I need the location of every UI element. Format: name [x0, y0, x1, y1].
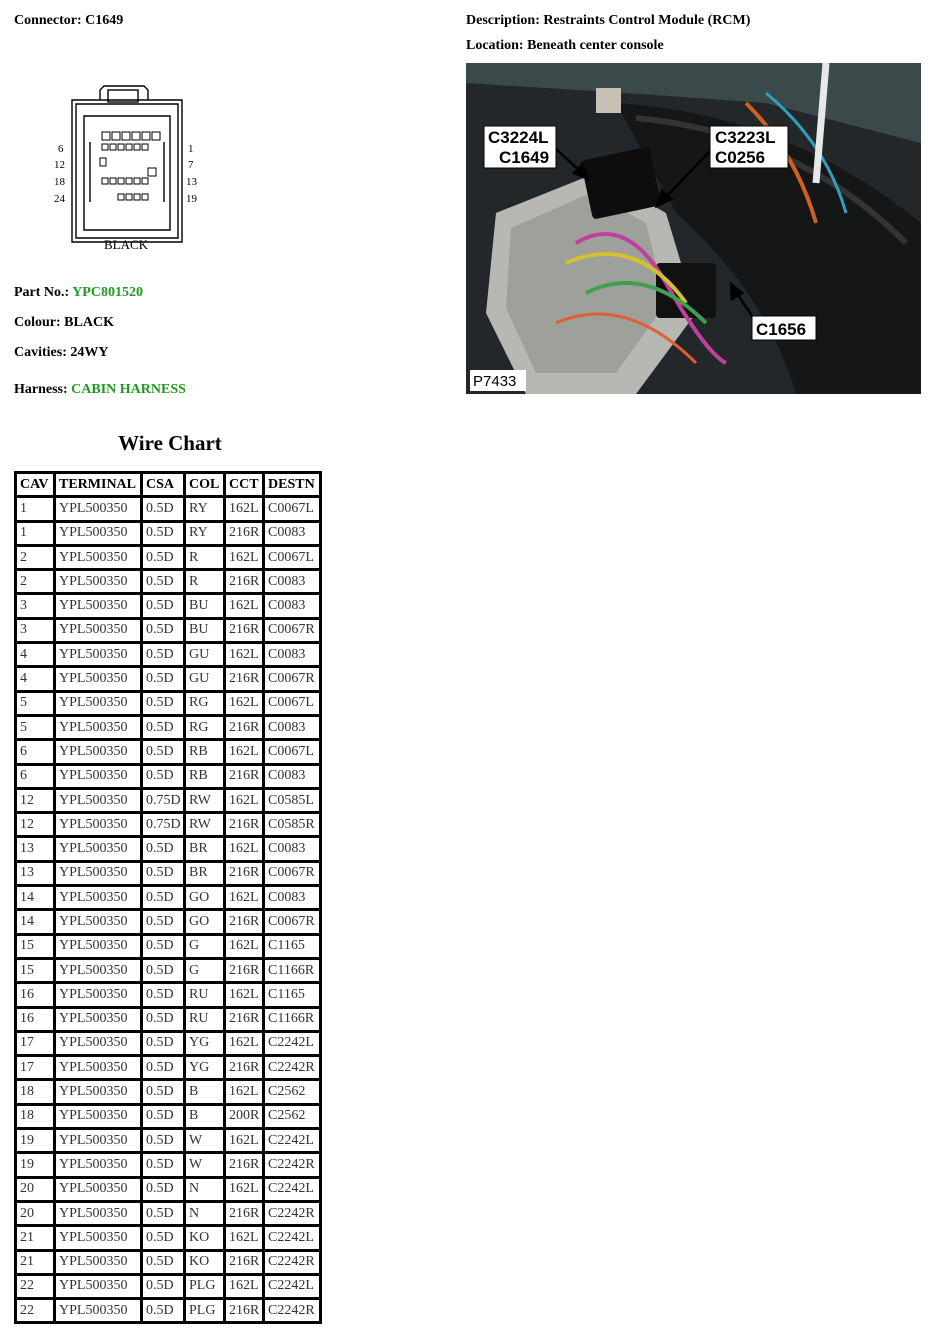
terminal-cell: YPL500350	[56, 523, 140, 544]
destn-cell: C2242L	[265, 1276, 319, 1297]
csa-cell: 0.5D	[143, 1130, 183, 1151]
csa-cell: 0.5D	[143, 693, 183, 714]
callout-c3223l: C3223L	[715, 128, 776, 147]
col-header-cct: CCT	[226, 474, 262, 495]
wire-chart-title: Wire Chart	[118, 431, 222, 455]
col-cell: GO	[186, 887, 223, 908]
terminal-cell: YPL500350	[56, 498, 140, 519]
destn-cell: C0067R	[265, 863, 319, 884]
table-row	[17, 1081, 319, 1102]
col-cell: W	[186, 1130, 223, 1151]
cav-cell: 15	[17, 936, 53, 957]
terminal-cell: YPL500350	[56, 814, 140, 835]
terminal-cell: YPL500350	[56, 547, 140, 568]
table-row	[17, 547, 319, 568]
location-heading	[466, 38, 664, 54]
cav-cell: 16	[17, 1009, 53, 1030]
table-row	[17, 838, 319, 859]
description-label: Description:	[466, 13, 540, 28]
table-row	[17, 887, 319, 908]
terminal-cell: YPL500350	[56, 1276, 140, 1297]
csa-cell: 0.5D	[143, 1106, 183, 1127]
figure-id: P7433	[473, 373, 517, 390]
terminal-cell: YPL500350	[56, 693, 140, 714]
cct-cell: 162L	[226, 741, 262, 762]
connector-outline	[72, 100, 182, 242]
terminal-cell: YPL500350	[56, 1300, 140, 1321]
csa-cell: 0.5D	[143, 1252, 183, 1273]
cav-cell: 19	[17, 1130, 53, 1151]
col-cell: BR	[186, 838, 223, 859]
terminal-cell: YPL500350	[56, 1057, 140, 1078]
col-cell: RG	[186, 717, 223, 738]
callout-c1656: C1656	[756, 320, 807, 339]
cav-cell: 12	[17, 790, 53, 811]
cav-cell: 21	[17, 1252, 53, 1273]
colour-value: BLACK	[64, 315, 114, 330]
col-header-csa: CSA	[143, 474, 183, 495]
destn-cell: C2242R	[265, 1057, 319, 1078]
terminal-cell: YPL500350	[56, 741, 140, 762]
table-header-row	[17, 474, 319, 495]
csa-cell: 0.5D	[143, 1057, 183, 1078]
cct-cell: 162L	[226, 1033, 262, 1054]
csa-cell: 0.5D	[143, 1203, 183, 1224]
terminal-cell: YPL500350	[56, 1130, 140, 1151]
cavities-line	[14, 345, 109, 361]
terminal-cell: YPL500350	[56, 1106, 140, 1127]
pin-label-19: 19	[186, 193, 197, 205]
col-cell: GU	[186, 644, 223, 665]
col-cell: N	[186, 1203, 223, 1224]
destn-cell: C2242R	[265, 1203, 319, 1224]
callout-c3224l: C3224L	[488, 128, 549, 147]
csa-cell: 0.5D	[143, 523, 183, 544]
destn-cell: C0067L	[265, 498, 319, 519]
cav-cell: 20	[17, 1179, 53, 1200]
terminal-cell: YPL500350	[56, 1252, 140, 1273]
col-cell: RW	[186, 790, 223, 811]
destn-cell: C2242L	[265, 1227, 319, 1248]
terminal-cell: YPL500350	[56, 1227, 140, 1248]
col-cell: KO	[186, 1227, 223, 1248]
col-cell: PLG	[186, 1300, 223, 1321]
connector-colour-label: BLACK	[104, 237, 149, 252]
csa-cell: 0.75D	[143, 790, 183, 811]
csa-cell: 0.5D	[143, 1033, 183, 1054]
table-row	[17, 1276, 319, 1297]
destn-cell: C0083	[265, 838, 319, 859]
terminal-cell: YPL500350	[56, 1154, 140, 1175]
col-cell: YG	[186, 1033, 223, 1054]
pin-label-18: 18	[54, 176, 65, 188]
location-photo	[466, 63, 921, 394]
destn-cell: C1165	[265, 936, 319, 957]
table-row	[17, 1009, 319, 1030]
cavities-label: Cavities:	[14, 345, 67, 360]
destn-cell: C1165	[265, 984, 319, 1005]
cav-cell: 5	[17, 717, 53, 738]
cct-cell: 162L	[226, 1179, 262, 1200]
terminal-cell: YPL500350	[56, 863, 140, 884]
terminal-cell: YPL500350	[56, 595, 140, 616]
col-cell: GO	[186, 911, 223, 932]
cav-cell: 13	[17, 863, 53, 884]
cav-cell: 5	[17, 693, 53, 714]
cct-cell: 216R	[226, 814, 262, 835]
csa-cell: 0.5D	[143, 595, 183, 616]
destn-cell: C0585R	[265, 814, 319, 835]
csa-cell: 0.5D	[143, 644, 183, 665]
cav-cell: 2	[17, 547, 53, 568]
terminal-cell: YPL500350	[56, 911, 140, 932]
destn-cell: C0067L	[265, 547, 319, 568]
terminal-cell: YPL500350	[56, 887, 140, 908]
cavities-value: 24WY	[70, 345, 109, 360]
harness-link[interactable]: CABIN HARNESS	[71, 382, 186, 397]
csa-cell: 0.5D	[143, 838, 183, 859]
csa-cell: 0.5D	[143, 1154, 183, 1175]
destn-cell: C2242R	[265, 1252, 319, 1273]
csa-cell: 0.75D	[143, 814, 183, 835]
cct-cell: 162L	[226, 498, 262, 519]
table-row	[17, 523, 319, 544]
destn-cell: C0083	[265, 644, 319, 665]
pin-label-12: 12	[54, 159, 65, 171]
cct-cell: 216R	[226, 717, 262, 738]
cct-cell: 162L	[226, 644, 262, 665]
col-cell: N	[186, 1179, 223, 1200]
csa-cell: 0.5D	[143, 1276, 183, 1297]
col-cell: RU	[186, 1009, 223, 1030]
csa-cell: 0.5D	[143, 547, 183, 568]
csa-cell: 0.5D	[143, 668, 183, 689]
destn-cell: C2242R	[265, 1154, 319, 1175]
cav-cell: 14	[17, 887, 53, 908]
table-row	[17, 1179, 319, 1200]
csa-cell: 0.5D	[143, 887, 183, 908]
terminal-cell: YPL500350	[56, 571, 140, 592]
cct-cell: 162L	[226, 693, 262, 714]
harness-line	[14, 382, 186, 398]
description-heading	[466, 13, 750, 29]
col-cell: YG	[186, 1057, 223, 1078]
col-cell: G	[186, 960, 223, 981]
wire-chart-table	[14, 471, 322, 1324]
destn-cell: C0083	[265, 766, 319, 787]
cct-cell: 162L	[226, 984, 262, 1005]
csa-cell: 0.5D	[143, 1300, 183, 1321]
col-cell: R	[186, 547, 223, 568]
table-row	[17, 1227, 319, 1248]
destn-cell: C2242R	[265, 1300, 319, 1321]
col-cell: BU	[186, 620, 223, 641]
destn-cell: C1166R	[265, 960, 319, 981]
colour-label: Colour:	[14, 315, 61, 330]
cav-cell: 16	[17, 984, 53, 1005]
destn-cell: C2562	[265, 1081, 319, 1102]
cavity-grid	[100, 132, 160, 200]
table-row	[17, 1106, 319, 1127]
destn-cell: C0083	[265, 595, 319, 616]
cct-cell: 216R	[226, 620, 262, 641]
destn-cell: C2562	[265, 1106, 319, 1127]
table-row	[17, 498, 319, 519]
connector-face-diagram	[44, 82, 214, 254]
cav-cell: 18	[17, 1081, 53, 1102]
destn-cell: C0083	[265, 717, 319, 738]
connector-label: Connector:	[14, 13, 82, 28]
table-row	[17, 620, 319, 641]
pin-label-13: 13	[186, 176, 197, 188]
terminal-cell: YPL500350	[56, 960, 140, 981]
table-row	[17, 1130, 319, 1151]
destn-cell: C0083	[265, 571, 319, 592]
cav-cell: 20	[17, 1203, 53, 1224]
csa-cell: 0.5D	[143, 1081, 183, 1102]
part-number-label: Part No.:	[14, 285, 70, 300]
col-cell: B	[186, 1106, 223, 1127]
cct-cell: 162L	[226, 838, 262, 859]
table-row	[17, 1057, 319, 1078]
location-label: Location:	[466, 38, 524, 53]
cct-cell: 216R	[226, 911, 262, 932]
cav-cell: 3	[17, 620, 53, 641]
col-cell: B	[186, 1081, 223, 1102]
terminal-cell: YPL500350	[56, 838, 140, 859]
terminal-cell: YPL500350	[56, 1081, 140, 1102]
cct-cell: 162L	[226, 1130, 262, 1151]
cav-cell: 14	[17, 911, 53, 932]
cct-cell: 216R	[226, 766, 262, 787]
description-value: Restraints Control Module (RCM)	[543, 13, 751, 28]
csa-cell: 0.5D	[143, 1227, 183, 1248]
terminal-cell: YPL500350	[56, 668, 140, 689]
cav-cell: 22	[17, 1276, 53, 1297]
destn-cell: C2242L	[265, 1033, 319, 1054]
col-cell: PLG	[186, 1276, 223, 1297]
destn-cell: C0585L	[265, 790, 319, 811]
destn-cell: C0067R	[265, 620, 319, 641]
cct-cell: 216R	[226, 523, 262, 544]
cct-cell: 162L	[226, 1081, 262, 1102]
cav-cell: 2	[17, 571, 53, 592]
cct-cell: 216R	[226, 1252, 262, 1273]
cct-cell: 216R	[226, 1203, 262, 1224]
destn-cell: C0067L	[265, 741, 319, 762]
cct-cell: 162L	[226, 1276, 262, 1297]
table-row	[17, 1033, 319, 1054]
csa-cell: 0.5D	[143, 984, 183, 1005]
cct-cell: 162L	[226, 1227, 262, 1248]
connector-heading	[14, 13, 123, 29]
table-row	[17, 936, 319, 957]
destn-cell: C2242L	[265, 1130, 319, 1151]
table-row	[17, 693, 319, 714]
cct-cell: 216R	[226, 571, 262, 592]
csa-cell: 0.5D	[143, 1179, 183, 1200]
table-row	[17, 644, 319, 665]
cct-cell: 216R	[226, 1057, 262, 1078]
col-cell: RB	[186, 766, 223, 787]
col-header-col: COL	[186, 474, 223, 495]
csa-cell: 0.5D	[143, 1009, 183, 1030]
table-row	[17, 766, 319, 787]
terminal-cell: YPL500350	[56, 717, 140, 738]
harness-label: Harness:	[14, 382, 68, 397]
csa-cell: 0.5D	[143, 571, 183, 592]
col-cell: W	[186, 1154, 223, 1175]
csa-cell: 0.5D	[143, 498, 183, 519]
terminal-cell: YPL500350	[56, 790, 140, 811]
cct-cell: 216R	[226, 960, 262, 981]
col-cell: RY	[186, 498, 223, 519]
col-cell: BU	[186, 595, 223, 616]
cav-cell: 15	[17, 960, 53, 981]
cct-cell: 216R	[226, 1154, 262, 1175]
destn-cell: C0067R	[265, 911, 319, 932]
col-cell: KO	[186, 1252, 223, 1273]
csa-cell: 0.5D	[143, 717, 183, 738]
table-row	[17, 717, 319, 738]
col-header-terminal: TERMINAL	[56, 474, 140, 495]
cav-cell: 17	[17, 1033, 53, 1054]
cct-cell: 216R	[226, 668, 262, 689]
table-row	[17, 984, 319, 1005]
col-cell: RG	[186, 693, 223, 714]
cav-cell: 4	[17, 644, 53, 665]
cct-cell: 162L	[226, 887, 262, 908]
table-row	[17, 790, 319, 811]
col-cell: G	[186, 936, 223, 957]
callout-c1649: C1649	[499, 148, 550, 167]
terminal-cell: YPL500350	[56, 766, 140, 787]
cav-cell: 4	[17, 668, 53, 689]
terminal-cell: YPL500350	[56, 1009, 140, 1030]
cav-cell: 13	[17, 838, 53, 859]
cav-cell: 12	[17, 814, 53, 835]
pin-label-7: 7	[188, 159, 194, 171]
location-value: Beneath center console	[527, 38, 664, 53]
terminal-cell: YPL500350	[56, 1179, 140, 1200]
csa-cell: 0.5D	[143, 741, 183, 762]
col-header-cav: CAV	[17, 474, 53, 495]
destn-cell: C0083	[265, 523, 319, 544]
table-row	[17, 814, 319, 835]
cct-cell: 216R	[226, 1009, 262, 1030]
terminal-cell: YPL500350	[56, 1203, 140, 1224]
cav-cell: 18	[17, 1106, 53, 1127]
csa-cell: 0.5D	[143, 863, 183, 884]
col-cell: GU	[186, 668, 223, 689]
col-cell: RY	[186, 523, 223, 544]
cct-cell: 162L	[226, 936, 262, 957]
cav-cell: 6	[17, 741, 53, 762]
csa-cell: 0.5D	[143, 766, 183, 787]
cct-cell: 162L	[226, 790, 262, 811]
col-cell: R	[186, 571, 223, 592]
col-cell: RU	[186, 984, 223, 1005]
cct-cell: 216R	[226, 863, 262, 884]
table-row	[17, 911, 319, 932]
destn-cell: C0083	[265, 887, 319, 908]
col-cell: BR	[186, 863, 223, 884]
destn-cell: C2242L	[265, 1179, 319, 1200]
table-row	[17, 1300, 319, 1321]
cct-cell: 162L	[226, 547, 262, 568]
callout-c0256: C0256	[715, 148, 766, 167]
col-header-destn: DESTN	[265, 474, 319, 495]
table-row	[17, 741, 319, 762]
pin-label-6: 6	[58, 143, 64, 155]
terminal-cell: YPL500350	[56, 984, 140, 1005]
cct-cell: 216R	[226, 1300, 262, 1321]
table-row	[17, 571, 319, 592]
terminal-cell: YPL500350	[56, 1033, 140, 1054]
colour-line	[14, 315, 114, 331]
destn-cell: C0067L	[265, 693, 319, 714]
table-row	[17, 863, 319, 884]
part-number-line	[14, 285, 143, 301]
table-row	[17, 1154, 319, 1175]
table-row	[17, 668, 319, 689]
terminal-cell: YPL500350	[56, 644, 140, 665]
col-cell: RW	[186, 814, 223, 835]
col-cell: RB	[186, 741, 223, 762]
csa-cell: 0.5D	[143, 911, 183, 932]
cav-cell: 1	[17, 523, 53, 544]
pin-label-1: 1	[188, 143, 194, 155]
terminal-cell: YPL500350	[56, 936, 140, 957]
cav-cell: 17	[17, 1057, 53, 1078]
table-row	[17, 595, 319, 616]
table-row	[17, 1252, 319, 1273]
cav-cell: 19	[17, 1154, 53, 1175]
connector-id: C1649	[85, 13, 124, 28]
cav-cell: 22	[17, 1300, 53, 1321]
csa-cell: 0.5D	[143, 960, 183, 981]
destn-cell: C1166R	[265, 1009, 319, 1030]
cct-cell: 200R	[226, 1106, 262, 1127]
destn-cell: C0067R	[265, 668, 319, 689]
cct-cell: 162L	[226, 595, 262, 616]
cav-cell: 1	[17, 498, 53, 519]
terminal-cell: YPL500350	[56, 620, 140, 641]
part-number-link[interactable]: YPC801520	[72, 285, 143, 300]
wire-chart-body	[17, 498, 319, 1321]
table-row	[17, 1203, 319, 1224]
cav-cell: 3	[17, 595, 53, 616]
pin-label-24: 24	[54, 193, 65, 205]
csa-cell: 0.5D	[143, 936, 183, 957]
cav-cell: 21	[17, 1227, 53, 1248]
cav-cell: 6	[17, 766, 53, 787]
csa-cell: 0.5D	[143, 620, 183, 641]
table-row	[17, 960, 319, 981]
